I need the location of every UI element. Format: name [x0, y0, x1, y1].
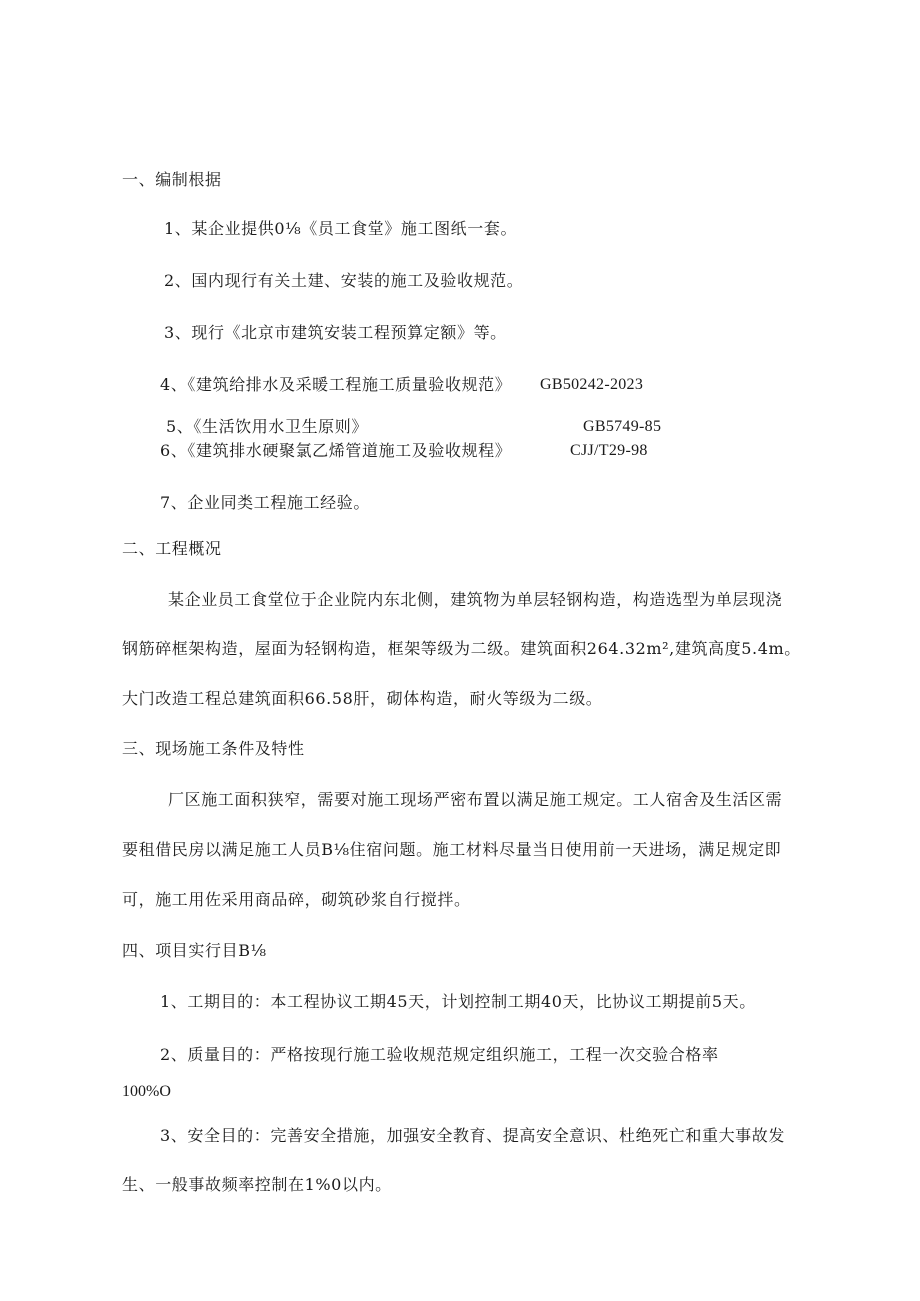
- overview-line-1: 某企业员工食堂位于企业院内东北侧，建筑物为单层轻钢构造，构造选型为单层现浇: [168, 590, 783, 609]
- goal-quality: 2、质量目的：严格按现行施工验收规范规定组织施工，工程一次交验合格率: [160, 1045, 719, 1064]
- overview-line-2: 钢筋碎框架构造，屋面为轻钢构造，框架等级为二级。建筑面积264.32m²,建筑高度5.4m。: [122, 639, 801, 658]
- basis-item-4: 4、《建筑给排水及采暖工程施工质量验收规范》: [160, 375, 512, 394]
- goal-schedule: 1、工期目的：本工程协议工期45天，计划控制工期40天，比协议工期提前5天。: [160, 992, 756, 1011]
- basis-item-6-code: CJJ/T29-98: [570, 442, 648, 459]
- basis-item-7: 7、企业同类工程施工经验。: [160, 493, 370, 512]
- goal-safety-cont: 生、一般事故频率控制在1%0以内。: [122, 1175, 392, 1194]
- basis-item-6: 6、《建筑排水硬聚氯乙烯管道施工及验收规程》: [160, 441, 512, 460]
- site-line-3: 可，施工用佐采用商品碎，砌筑砂浆自行搅拌。: [122, 890, 471, 909]
- basis-item-2: 2、国内现行有关土建、安装的施工及验收规范。: [164, 271, 524, 290]
- basis-item-4-code: GB50242-2023: [540, 376, 644, 393]
- basis-item-5: 5、《生活饮用水卫生原则》: [166, 417, 368, 436]
- section-3-heading: 三、现场施工条件及特性: [122, 739, 305, 758]
- section-2-heading: 二、工程概况: [122, 539, 222, 558]
- basis-item-1: 1、某企业提供0⅛《员工食堂》施工图纸一套。: [164, 219, 518, 238]
- goal-safety: 3、安全目的：完善安全措施，加强安全教育、提高安全意识、杜绝死亡和重大事故发: [160, 1126, 785, 1145]
- basis-item-5-code: GB5749-85: [583, 418, 662, 435]
- section-1-heading: 一、编制根据: [122, 170, 222, 189]
- section-4-heading: 四、项目实行目B⅛: [122, 941, 267, 960]
- basis-item-3: 3、现行《北京市建筑安装工程预算定额》等。: [164, 323, 507, 342]
- site-line-1: 厂区施工面积狭窄，需要对施工现场严密布置以满足施工规定。工人宿舍及生活区需: [168, 790, 783, 809]
- goal-quality-cont: 100%O: [122, 1083, 171, 1100]
- site-line-2: 要租借民房以满足施工人员B⅛住宿问题。施工材料尽量当日使用前一天进场，满足规定即: [122, 840, 782, 859]
- overview-line-3: 大门改造工程总建筑面积66.58肝，砌体构造，耐火等级为二级。: [122, 689, 603, 708]
